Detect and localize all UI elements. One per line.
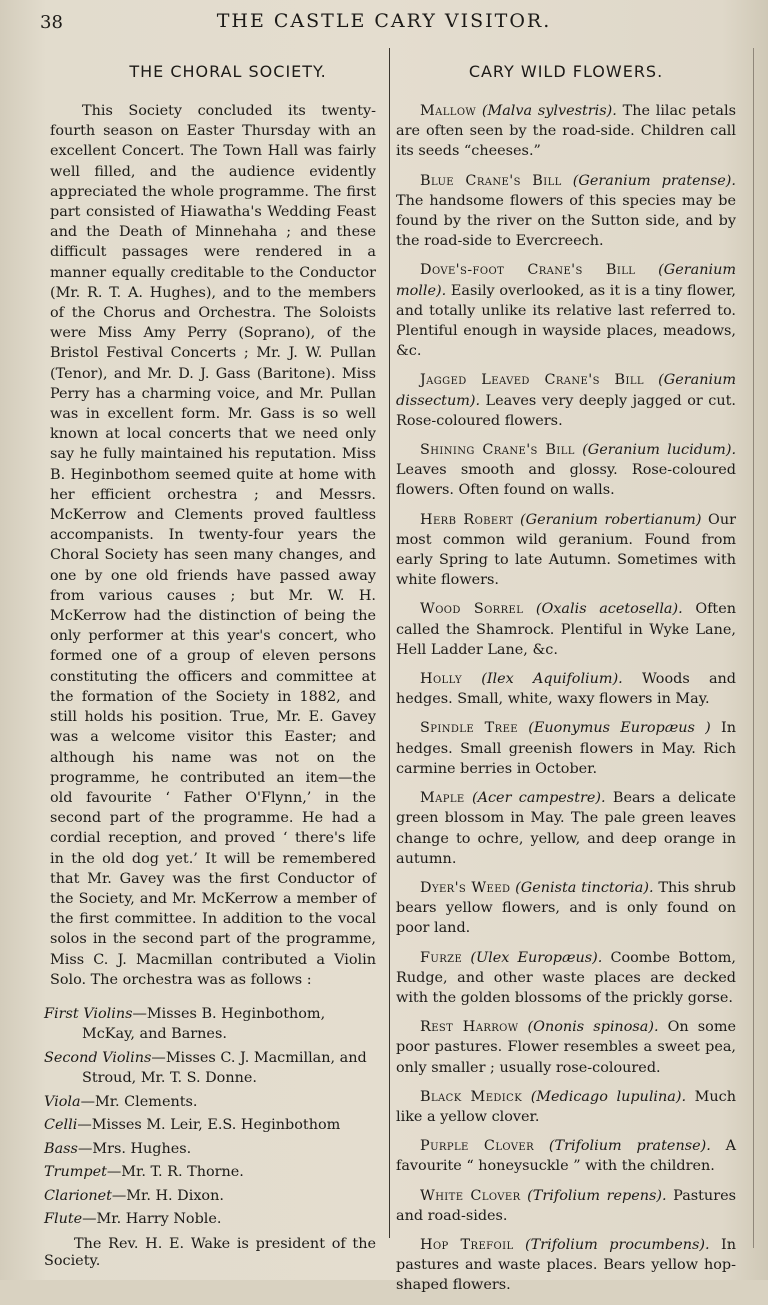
page-number: 38 (40, 12, 63, 33)
orchestra-role: Celli (44, 1117, 78, 1134)
orchestra-members: —Mr. T. R. Thorne. (106, 1164, 244, 1181)
flower-name: Shining Crane's Bill (420, 442, 575, 459)
orchestra-members: —Misses M. Leir, E.S. Heginbothom (77, 1117, 341, 1134)
flower-description: Much like a yellow clover. (396, 1088, 737, 1125)
orchestra-members: —Misses B. Heginbothom, McKay, and Barnes. (82, 1005, 326, 1043)
flower-description: Our most common wild geranium. Found from early Spring to late Autumn. Sometimes with white flowers. (396, 511, 736, 589)
wild-flowers-column (396, 58, 736, 1305)
flower-latin-name: (Ononis spinosa). (527, 1019, 659, 1036)
orchestra-members: —Mr. H. Dixon. (111, 1187, 224, 1204)
flower-name: Wood Sorrel (420, 601, 524, 618)
flower-name: Jagged Leaved Crane's Bill (420, 372, 644, 389)
flower-entry (396, 1235, 736, 1296)
flower-name: Herb Robert (420, 511, 514, 528)
flower-entry (396, 510, 736, 591)
flower-description: Bears a delicate green blossom in May. The pale green leaves change to ochre, yellow, and deep orange in autumn. (396, 790, 736, 867)
orchestra-members: —Mrs. Hughes. (77, 1140, 192, 1157)
running-title: THE CASTLE CARY VISITOR. (216, 10, 552, 32)
choral-society-report: This Society concluded its twenty-fourth season on Easter Thursday with an excellent Concert. The Town Hall was fairly well filled, and the audience evidently appreciated the whole programme. The first part consisted of Hiawatha's Wedding Feast and the Death of Minnehaha ; and these difficult passages were rendered in a manner equally creditable to the Conductor (Mr. R. T. A. Hughes), and to the members of the Chorus and Orchestra. The Soloists were Miss Amy Perry (Soprano), of the Bristol Festival Concerts ; Mr. J. W. Pullan (Tenor), and Mr. D. J. Gass (Baritone). Miss Perry has a charming voice, and Mr. Pullan was in excellent form. Mr. Gass is so well known at local concerts that we need only say he fully maintained his reputation. Miss B. Heginbothom seemed quite at home with her efficient orchestra ; and Messrs. McKerrow and Clements proved faultless accompanists. In twenty-four years the Choral Society has seen many changes, and one by one old friends have passed away from various causes ; but Mr. W. H. McKerrow had the distinction of being the only performer at this year's concert, who formed one of a group of eleven persons constituting the officers and committee at the formation of the Society in 1882, and still holds his position. True, Mr. E. Gavey was a welcome visitor this Easter; and although his name was not on the programme, he contributed an item—the old favourite ‘ Father O'Flynn,’ in the second part of the programme. He had a cordial reception, and proved ‘ there's life in the old dog yet.’ It will be remembered that Mr. Gavey was the first Conductor of the Society, and Mr. McKerrow a member of the first committee. In addition to the vocal solos in the second part of the programme, Miss C. J. Macmillan contributed a Violin Solo. The orchestra was as follows : (50, 103, 376, 988)
wild-flowers-heading: CARY WILD FLOWERS. (468, 62, 664, 81)
column-divider (389, 48, 390, 1238)
orchestra-role: Trumpet (44, 1164, 107, 1181)
flower-latin-name: (Medicago lupulina). (530, 1088, 687, 1105)
flower-entry (396, 669, 736, 709)
flower-name: Dyer's Weed (420, 879, 511, 896)
flower-description: In hedges. Small greenish flowers in May. Rich carmine berries in October. (396, 720, 736, 777)
flower-entry (396, 1087, 736, 1127)
flower-name: Hop Trefoil (420, 1236, 514, 1253)
orchestra-role: Viola (44, 1093, 81, 1110)
flower-name: Black Medick (420, 1088, 523, 1105)
orchestra-entry (44, 1209, 376, 1230)
flower-latin-name: (Trifolium repens). (527, 1187, 667, 1204)
flower-entry (396, 1017, 736, 1078)
flower-name: Blue Crane's Bill (420, 172, 562, 189)
orchestra-entry (44, 1048, 376, 1089)
flower-name: Dove's-foot Crane's Bill (420, 262, 636, 279)
flower-description: The lilac petals are often seen by the road-side. Children call its seeds “cheeses.” (396, 103, 736, 160)
flower-latin-name: (Ulex Europæus). (470, 949, 603, 966)
flower-entry (396, 440, 736, 501)
flower-latin-name: (Trifolium procumbens). (525, 1236, 710, 1253)
flower-description: Woods and hedges. Small, white, waxy flowers in May. (396, 671, 737, 708)
flower-entry (396, 370, 736, 431)
flower-name: Mallow (420, 103, 477, 119)
flower-description: Easily overlooked, as it is a tiny flower, and totally unlike its relative last referred to. Plentiful enough in wayside places, meadows, &c. (396, 282, 736, 360)
president-note: The Rev. H. E. Wake is president of the Society. (44, 1235, 376, 1269)
flower-name: Spindle Tree (420, 720, 519, 737)
flower-description: Coombe Bottom, Rudge, and other waste places are decked with the golden blossoms of the prickly gorse. (396, 949, 736, 1006)
flower-entry (396, 599, 736, 660)
flower-description: Often called the Shamrock. Plentiful in Wyke Lane, Hell Ladder Lane, &c. (396, 601, 737, 658)
flower-description: The handsome flowers of this species may be found by the river on the Sutton side, and by the road-side to Evercreech. (396, 192, 736, 250)
flower-latin-name: (Geranium pratense). (572, 172, 736, 189)
orchestra-role: Flute (44, 1211, 83, 1228)
choral-society-column (44, 58, 376, 1270)
flower-entry (396, 1186, 736, 1226)
orchestra-entry (44, 1004, 376, 1045)
flower-latin-name: (Euonymus Europæus ) (528, 720, 711, 737)
orchestra-members: —Mr. Clements. (80, 1093, 198, 1110)
flower-latin-name: (Geranium robertianum) (520, 511, 702, 528)
flower-description: A favourite “ honeysuckle ” with the children. (396, 1138, 736, 1175)
flower-name: Maple (420, 790, 465, 807)
flower-latin-name: (Geranium dissectum). (396, 372, 737, 409)
flower-description: Leaves very deeply jagged or cut. Rose-coloured flowers. (396, 392, 736, 429)
flower-description: Pastures and road-sides. (396, 1187, 736, 1224)
orchestra-entry (44, 1139, 376, 1160)
flower-latin-name: (Malva sylvestris). (481, 103, 617, 119)
orchestra-members: —Misses C. J. Macmillan, and Stroud, Mr. T. S. Donne. (82, 1049, 367, 1087)
flower-list (396, 101, 736, 1296)
flower-entry (396, 260, 736, 361)
orchestra-entry (44, 1162, 376, 1183)
flower-latin-name: (Ilex Aquifolium). (481, 671, 623, 688)
flower-description: This shrub bears yellow flowers, and is only found on poor land. (396, 879, 736, 937)
choral-society-heading: THE CHORAL SOCIETY. (129, 62, 327, 81)
orchestra-entry (44, 1092, 376, 1113)
flower-latin-name: (Geranium lucidum). (582, 442, 737, 459)
orchestra-members: —Mr. Harry Noble. (82, 1211, 222, 1228)
orchestra-list (44, 1004, 376, 1230)
orchestra-entry (44, 1186, 376, 1207)
flower-entry (396, 1136, 736, 1176)
orchestra-role: Bass (44, 1140, 78, 1157)
flower-latin-name: (Acer campestre). (471, 790, 606, 807)
flower-entry (396, 718, 736, 779)
flower-entry (396, 101, 736, 162)
flower-description: Leaves smooth and glossy. Rose-coloured flowers. Often found on walls. (396, 462, 736, 499)
flower-name: Holly (420, 671, 462, 688)
flower-entry (396, 788, 736, 869)
flower-latin-name: (Geranium molle). (396, 262, 736, 299)
flower-name: White Clover (420, 1187, 521, 1204)
flower-latin-name: (Genista tinctoria). (515, 879, 654, 896)
page-edge-line (753, 48, 754, 1248)
flower-latin-name: (Oxalis acetosella). (535, 601, 683, 618)
flower-name: Rest Harrow (420, 1019, 519, 1036)
flower-name: Purple Clover (420, 1138, 535, 1155)
orchestra-role: Second Violins (44, 1049, 152, 1066)
flower-entry (396, 878, 736, 939)
flower-entry (396, 171, 736, 252)
flower-description: In pastures and waste places. Bears yellow hop-shaped flowers. (396, 1236, 737, 1294)
orchestra-role: First Violins (44, 1005, 133, 1022)
flower-description: On some poor pastures. Flower resembles a sweet pea, only smaller ; usually rose-coloured. (396, 1019, 736, 1076)
flower-name: Furze (420, 949, 463, 966)
flower-latin-name: (Trifolium pratense). (548, 1138, 711, 1155)
orchestra-entry (44, 1115, 376, 1136)
orchestra-role: Clarionet (44, 1187, 112, 1204)
flower-entry (396, 948, 736, 1009)
